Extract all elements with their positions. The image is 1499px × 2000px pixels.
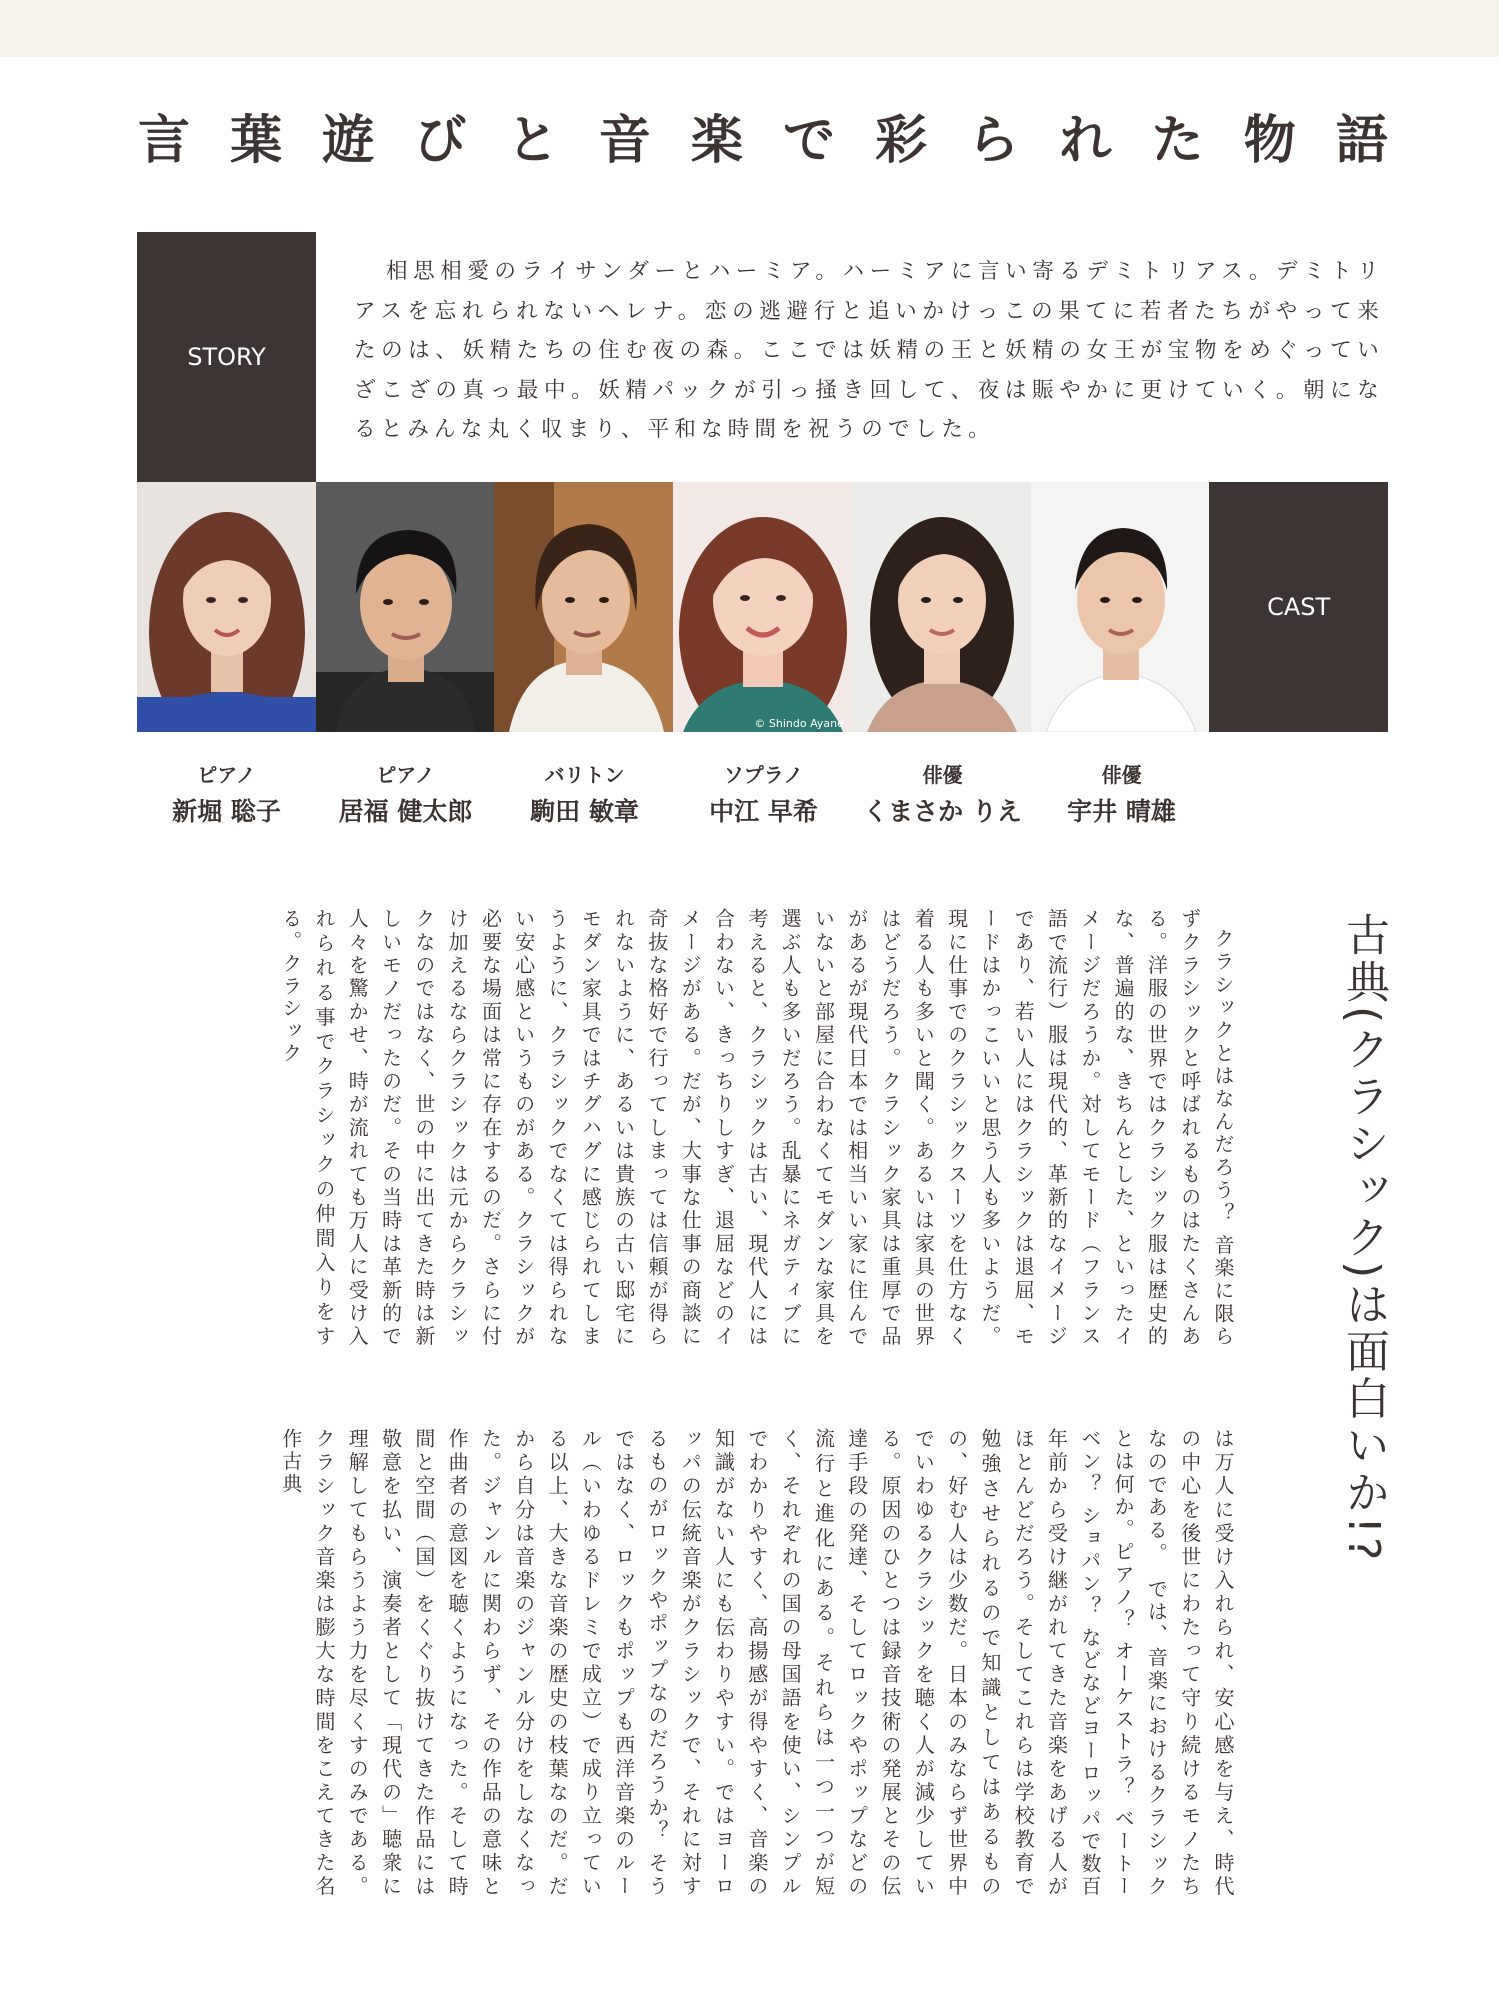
headline-char: た [1151,110,1204,171]
portrait-image [316,482,495,732]
essay-title: 古典(クラシック)は面白いか!? [1338,912,1389,1564]
essay-paragraph-lower: は万人に受け入れられ、安心感を与え、時代の中心を後世にわたって守り続けるモノたちなのである。 では、音楽におけるクラシックとは何か。ピアノ？ オーケストラ？ ベートーベン？ ショパン？ などなどヨーロッパで数百年前から受け継がれてきた音楽をあげる人がほとんどだろう。そしてこれらは学校教育で勉強させられるので知識としてはあるものの、好む人は少数だ。日本のみならず世界中でいわゆるクラシックを聴く人が減少している。原因のひとつは録音技術の発展とその伝達手段の発達、そしてロックやポップなどの流行と進化にある。それらは一つ一つが短く、それぞれの国の母国語を使い、シンプルでわかりやすく、高揚感が得やすく、音楽の知識がない人にも伝わりやすい。ではヨーロッパの伝統音楽がクラシックで、それに対するものがロックやポップなのだろうか？ そうではなく、ロックもポップも西洋音楽のルール（いわゆるドレミで成立）で成り立っている以上、大きな音楽の歴史の枝葉なのだ。だから自分は音楽のジャンル分けをしなくなった。ジャンルに関わらず、その作品の意味と作曲者の意図を聴くようになった。そして時間と空間（国）をくぐり抜けてきた作品には敬意を払い、演奏者として「現代の」聴衆に理解してもらうよう力を尽くすのみである。クラシック音楽は膨大な時間をこえてきた名作古典 [278,1428,1235,1898]
story-text: 相思相愛のライサンダーとハーミア。ハーミアに言い寄るデミトリアス。デミトリアスを忘れられないヘレナ。恋の逃避行と追いかけっこの果てに若者たちがやって来たのは、妖精たちの住む夜の森。ここでは妖精の王と妖精の女王が宝物をめぐっていざこざの真っ最中。妖精パックが引っ掻き回して、夜は賑やかに更けていく。朝になるとみんな丸く収まり、平和な時間を祝うのでした。 [354,259,1384,442]
headline-char: れ [1059,110,1112,171]
cast-name: 駒田 敏章 [530,797,639,826]
portrait-image [673,482,852,732]
cast-member [853,760,1032,834]
cast-role: 俳優 [922,763,963,787]
cast-name: 居福 健太郎 [338,797,473,826]
cast-member [674,760,853,834]
portrait-image [137,482,316,732]
cast-member [495,760,674,834]
cast-photo [494,482,673,732]
headline-char: 物 [1243,110,1296,171]
cast-member [1032,760,1211,834]
cast-name: 新堀 聡子 [172,797,281,826]
portrait-image [1031,482,1210,732]
cast-role: バリトン [544,763,625,787]
cast-role: ソプラノ [723,763,804,787]
headline-char: 彩 [875,110,928,171]
cast-photo [852,482,1031,732]
portrait-image [852,482,1031,732]
headline-char: 語 [1335,110,1388,171]
cast-role: ピアノ [197,763,256,787]
cast-member [137,760,316,834]
cast-role: 俳優 [1101,763,1142,787]
headline [138,108,1388,174]
headline-char: 言 [138,110,191,171]
portrait-image [494,482,673,732]
cast-name: 宇井 晴雄 [1067,797,1176,826]
cast-photo [673,482,852,732]
headline-char: び [414,110,467,171]
headline-char: 楽 [690,110,743,171]
cast-member [316,760,495,834]
headline-char: 音 [598,110,651,171]
cast-photo [1031,482,1210,732]
cast-names [137,760,1211,834]
headline-char: で [782,110,835,171]
headline-char: と [506,110,559,171]
cast-label: CAST [1209,482,1388,732]
cast-photo [137,482,316,732]
cast-photo-row [137,482,1388,732]
cast-role: ピアノ [376,763,435,787]
cast-name: 中江 早希 [709,797,818,826]
story-label: STORY [137,232,316,482]
headline-char: ら [967,110,1020,171]
headline-char: 遊 [322,110,375,171]
headline-char: 葉 [230,110,283,171]
top-band [0,0,1499,57]
essay-paragraph-upper: クラシックとはなんだろう？ 音楽に限らずクラシックと呼ばれるものはたくさんある。洋服の世界ではクラシック服は歴史的な、普遍的な、きちんとした、といったイメージだろうか。対してモード（フランス語で流行）服は現代的、革新的なイメージであり、若い人にはクラシックは退屈、モードはかっこいいと思う人も多いようだ。現に仕事でのクラシックスーツを仕方なく着る人も多いと聞く。あるいは家具の世界はどうだろう。クラシック家具は重厚で品があるが現代日本では相当いい家に住んでいないと部屋に合わなくてモダンな家具を選ぶ人も多いだろう。乱暴にネガティブに考えると、クラシックは古い、現代人には合わない、きっちりしすぎ、退屈などのイメージがある。だが、大事な仕事の商談に奇抜な格好で行ってしまっては信頼が得られないように、あるいは貴族の古い邸宅にモダン家具ではチグハグに感じられてしまうように、クラシックでなくては得られない安心感というものがある。クラシックが必要な場面は常に存在するのだ。さらに付け加えるならクラシックは元からクラシックなのではなく、世の中に出てきた時は新しいモノだったのだ。その当時は革新的で人々を驚かせ、時が流れても万人に受け入れられる事でクラシックの仲間入りをする。クラシック [278,908,1235,1348]
cast-name: くまさか りえ [863,797,1022,826]
cast-photo [316,482,495,732]
photo-credit: © Shindo Ayane [754,717,844,730]
